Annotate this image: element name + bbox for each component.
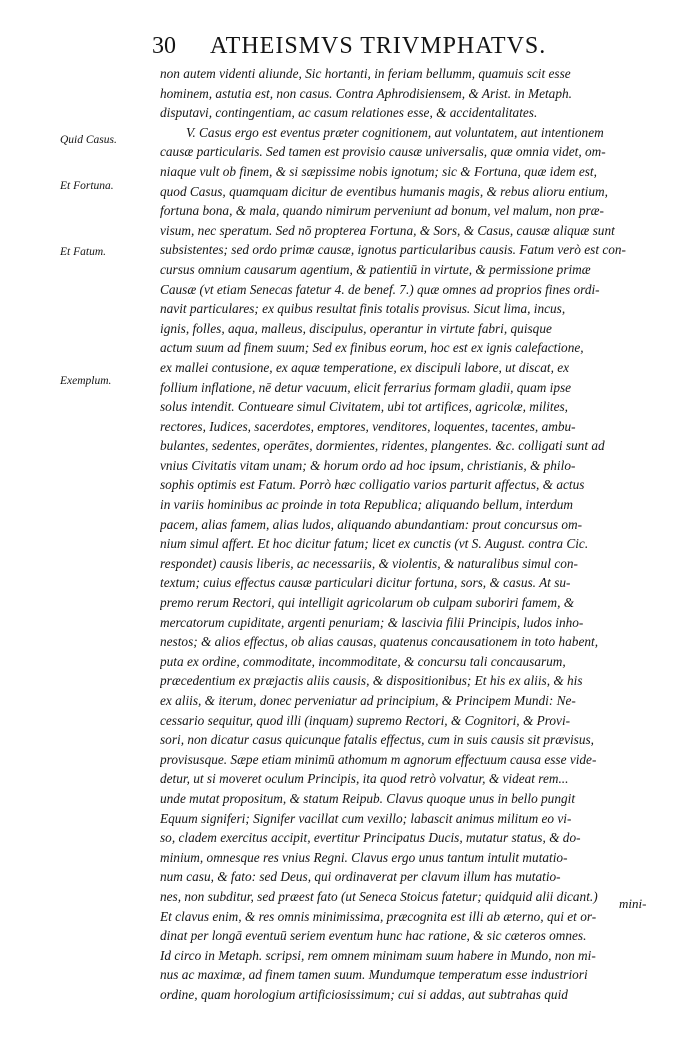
text-line: ignis, folles, aqua, malleus, discipulus, operantur in virtute fabri, quisque	[160, 320, 552, 336]
text-line: detur, ut si moveret oculum Principis, ita quod retrò volvatur, & videat rem...	[160, 771, 569, 787]
text-line: mercatorum cupiditate, argenti penuriam; & lascivia filii Principis, ludos inho-	[160, 614, 584, 630]
text-line: Et clavus enim, & res omnis minimissima, præcognita est illi ab æterno, qui et or-	[160, 908, 597, 924]
text-line: hominem, astutia est, non casus. Contra Aphrodisiensem, & Arist. in Metaph.	[160, 85, 572, 101]
text-line: visum, nec speratum. Sed nō propterea Fortuna, & Sors, & Casus, causæ aliquæ sunt	[160, 222, 615, 238]
catchword: mini-	[619, 896, 647, 911]
text-line: dinat per longā eventuū seriem eventum hunc hac ratione, & sic cæteros omnes.	[160, 928, 587, 944]
text-line: fortuna bona, & mala, quando nimirum perveniunt ad bonum, vel malum, non præ-	[160, 203, 604, 219]
text-line: textum; cuius effectus causæ particulari dicitur fortuna, sors, & casus. At su-	[160, 575, 571, 591]
text-line: unde mutat propositum, & statum Reipub. Clavus quoque unus in bello pungit	[160, 790, 576, 806]
text-line: Causæ (vt etiam Senecas fatetur 4. de benef. 7.) quæ omnes ad proprios fines ordi-	[160, 281, 600, 297]
text-line: follium inflatione, nē detur vacuum, elicit ferrarius formam gladii, quam ipse	[160, 379, 572, 395]
text-line: ex aliis, & iterum, donec perveniatur ad principium, & Principem Mundi: Ne-	[160, 693, 576, 708]
text-line: vnius Civitatis vitam unam; & horum ordo ad hoc ipsum, christianis, & philo-	[160, 457, 576, 473]
margin-note: Exemplum.	[60, 375, 112, 387]
text-line: sophis optimis est Fatum. Porrò hæc colligatio varios parturit affectus, & actus	[160, 477, 585, 493]
margin-note: Et Fatum.	[60, 246, 106, 258]
text-line: Equum signiferi; Signifer vacillat cum vexillo; labascit animus militum eo vi-	[160, 810, 572, 826]
text-line: respondet) causis liberis, ac necessariis, & violentis, & naturalibus simul con-	[160, 555, 578, 571]
text-line: so, cladem exercitus accipit, evertitur Principatus Ducis, mutatur status, & do-	[160, 830, 581, 846]
margin-note: Quid Casus.	[60, 134, 117, 146]
text-line: nus ac maximæ, ad finem tamen suum. Mundumque temperatum esse industriori	[160, 967, 588, 983]
margin-note: Et Fortuna.	[60, 180, 114, 192]
text-line: nium simul affert. Et hoc dicitur fatum; licet ex cunctis (vt S. August. contra Cic.	[160, 536, 589, 552]
text-line: quod Casus, quamquam dicitur de eventibus humanis magis, & rebus alioru entium,	[160, 183, 608, 199]
text-line: ex mallei contusione, ex aquæ temperatione, ex discipuli labore, ut discat, ex	[160, 359, 570, 375]
text-line: minium, omnesque res vnius Regni. Clavus ergo unus tantum intulit mutatio-	[160, 849, 568, 865]
page-number: 30	[152, 33, 176, 59]
text-line: subsistentes; sed ordo primæ causæ, ignotus particularibus causis. Fatum verò est con-	[160, 242, 626, 258]
text-line: ordine, quam horologium artificiosissimum; cui si addas, aut subtrahas quid	[160, 986, 568, 1002]
text-line: cursus omnium causarum agentium, & patientiū in virtute, & permissione primæ	[160, 261, 591, 277]
text-line: num casu, & fato: sed Deus, qui ordinaverat per clavum illum has mutatio-	[160, 869, 561, 885]
text-line: non autem videnti aliunde, Sic hortanti, in feriam bellumm, quamuis scit esse	[160, 66, 571, 81]
text-line: provisusque. Sæpe etiam minimū athomum m agnorum effectuum causa esse vide-	[160, 751, 597, 767]
text-line: navit particulares; ex quibus resultat finis totalis provisus. Sicut lima, incus,	[160, 301, 566, 317]
text-line: Id circo in Metaph. scripsi, rem omnem minimam suum habere in Mundo, non mi-	[160, 947, 596, 963]
text-line: nestos; & alios effectus, ob alias causas, quatenus concausationem in toto habent,	[160, 634, 599, 650]
text-line: sori, non dicatur casus quicunque fatalis effectus, cum in suis causis sit prævisus,	[160, 732, 594, 748]
text-line: disputavi, contingentiam, ac casum relationes esse, & accidentalitates.	[160, 105, 538, 121]
text-line: solus intendit. Contueare simul Civitatem, ubi tot artifices, agricolæ, milites,	[160, 399, 569, 415]
text-line: nes, non subditur, sed præest fato (ut Seneca Stoicus fatetur; quidquid alii dicant.)	[160, 888, 598, 904]
text-line: præcedentium ex præjactis aliis causis, & dispositionibus; Et his ex aliis, & his	[160, 673, 583, 689]
text-line: premo rerum Rectori, qui intelligit agricolarum ob culpam suboriri famem, &	[160, 595, 575, 611]
text-line: causæ particularis. Sed tamen est provisio causæ universalis, quæ omnia videt, om-	[160, 144, 606, 160]
text-line: pacem, alias famem, alias ludos, aliquando abundantiam: prout concursus om-	[160, 516, 583, 532]
text-line: rectores, Iudices, sacerdotes, emptores, venditores, loquentes, tacentes, ambu-	[160, 418, 576, 434]
text-line: V. Casus ergo est eventus præter cognitionem, aut voluntatem, aut intentionem	[186, 124, 604, 140]
text-line: niaque vult ob finem, & si sæpissime nobis ignotum; sic & Fortuna, quæ idem est,	[160, 163, 597, 179]
text-line: cessario sequitur, quod illi (inquam) supremo Rectori, & Cognitori, & Provi-	[160, 712, 571, 728]
text-line: bulantes, sedentes, operātes, dormientes, ridentes, plangentes. &c. colligati sunt ad	[160, 438, 605, 454]
body-text	[160, 64, 665, 1005]
running-title: ATHEISMVS TRIVMPHATVS.	[210, 33, 547, 59]
text-line: puta ex ordine, commoditate, incommoditate, & concursu tali concausarum,	[160, 653, 566, 669]
text-line: actum suum ad finem suum; Sed ex finibus eorum, hoc est ex ignis calefactione,	[160, 340, 584, 356]
text-line: in variis hominibus ac proinde in tota Republica; aliquando bellum, interdum	[160, 497, 574, 513]
